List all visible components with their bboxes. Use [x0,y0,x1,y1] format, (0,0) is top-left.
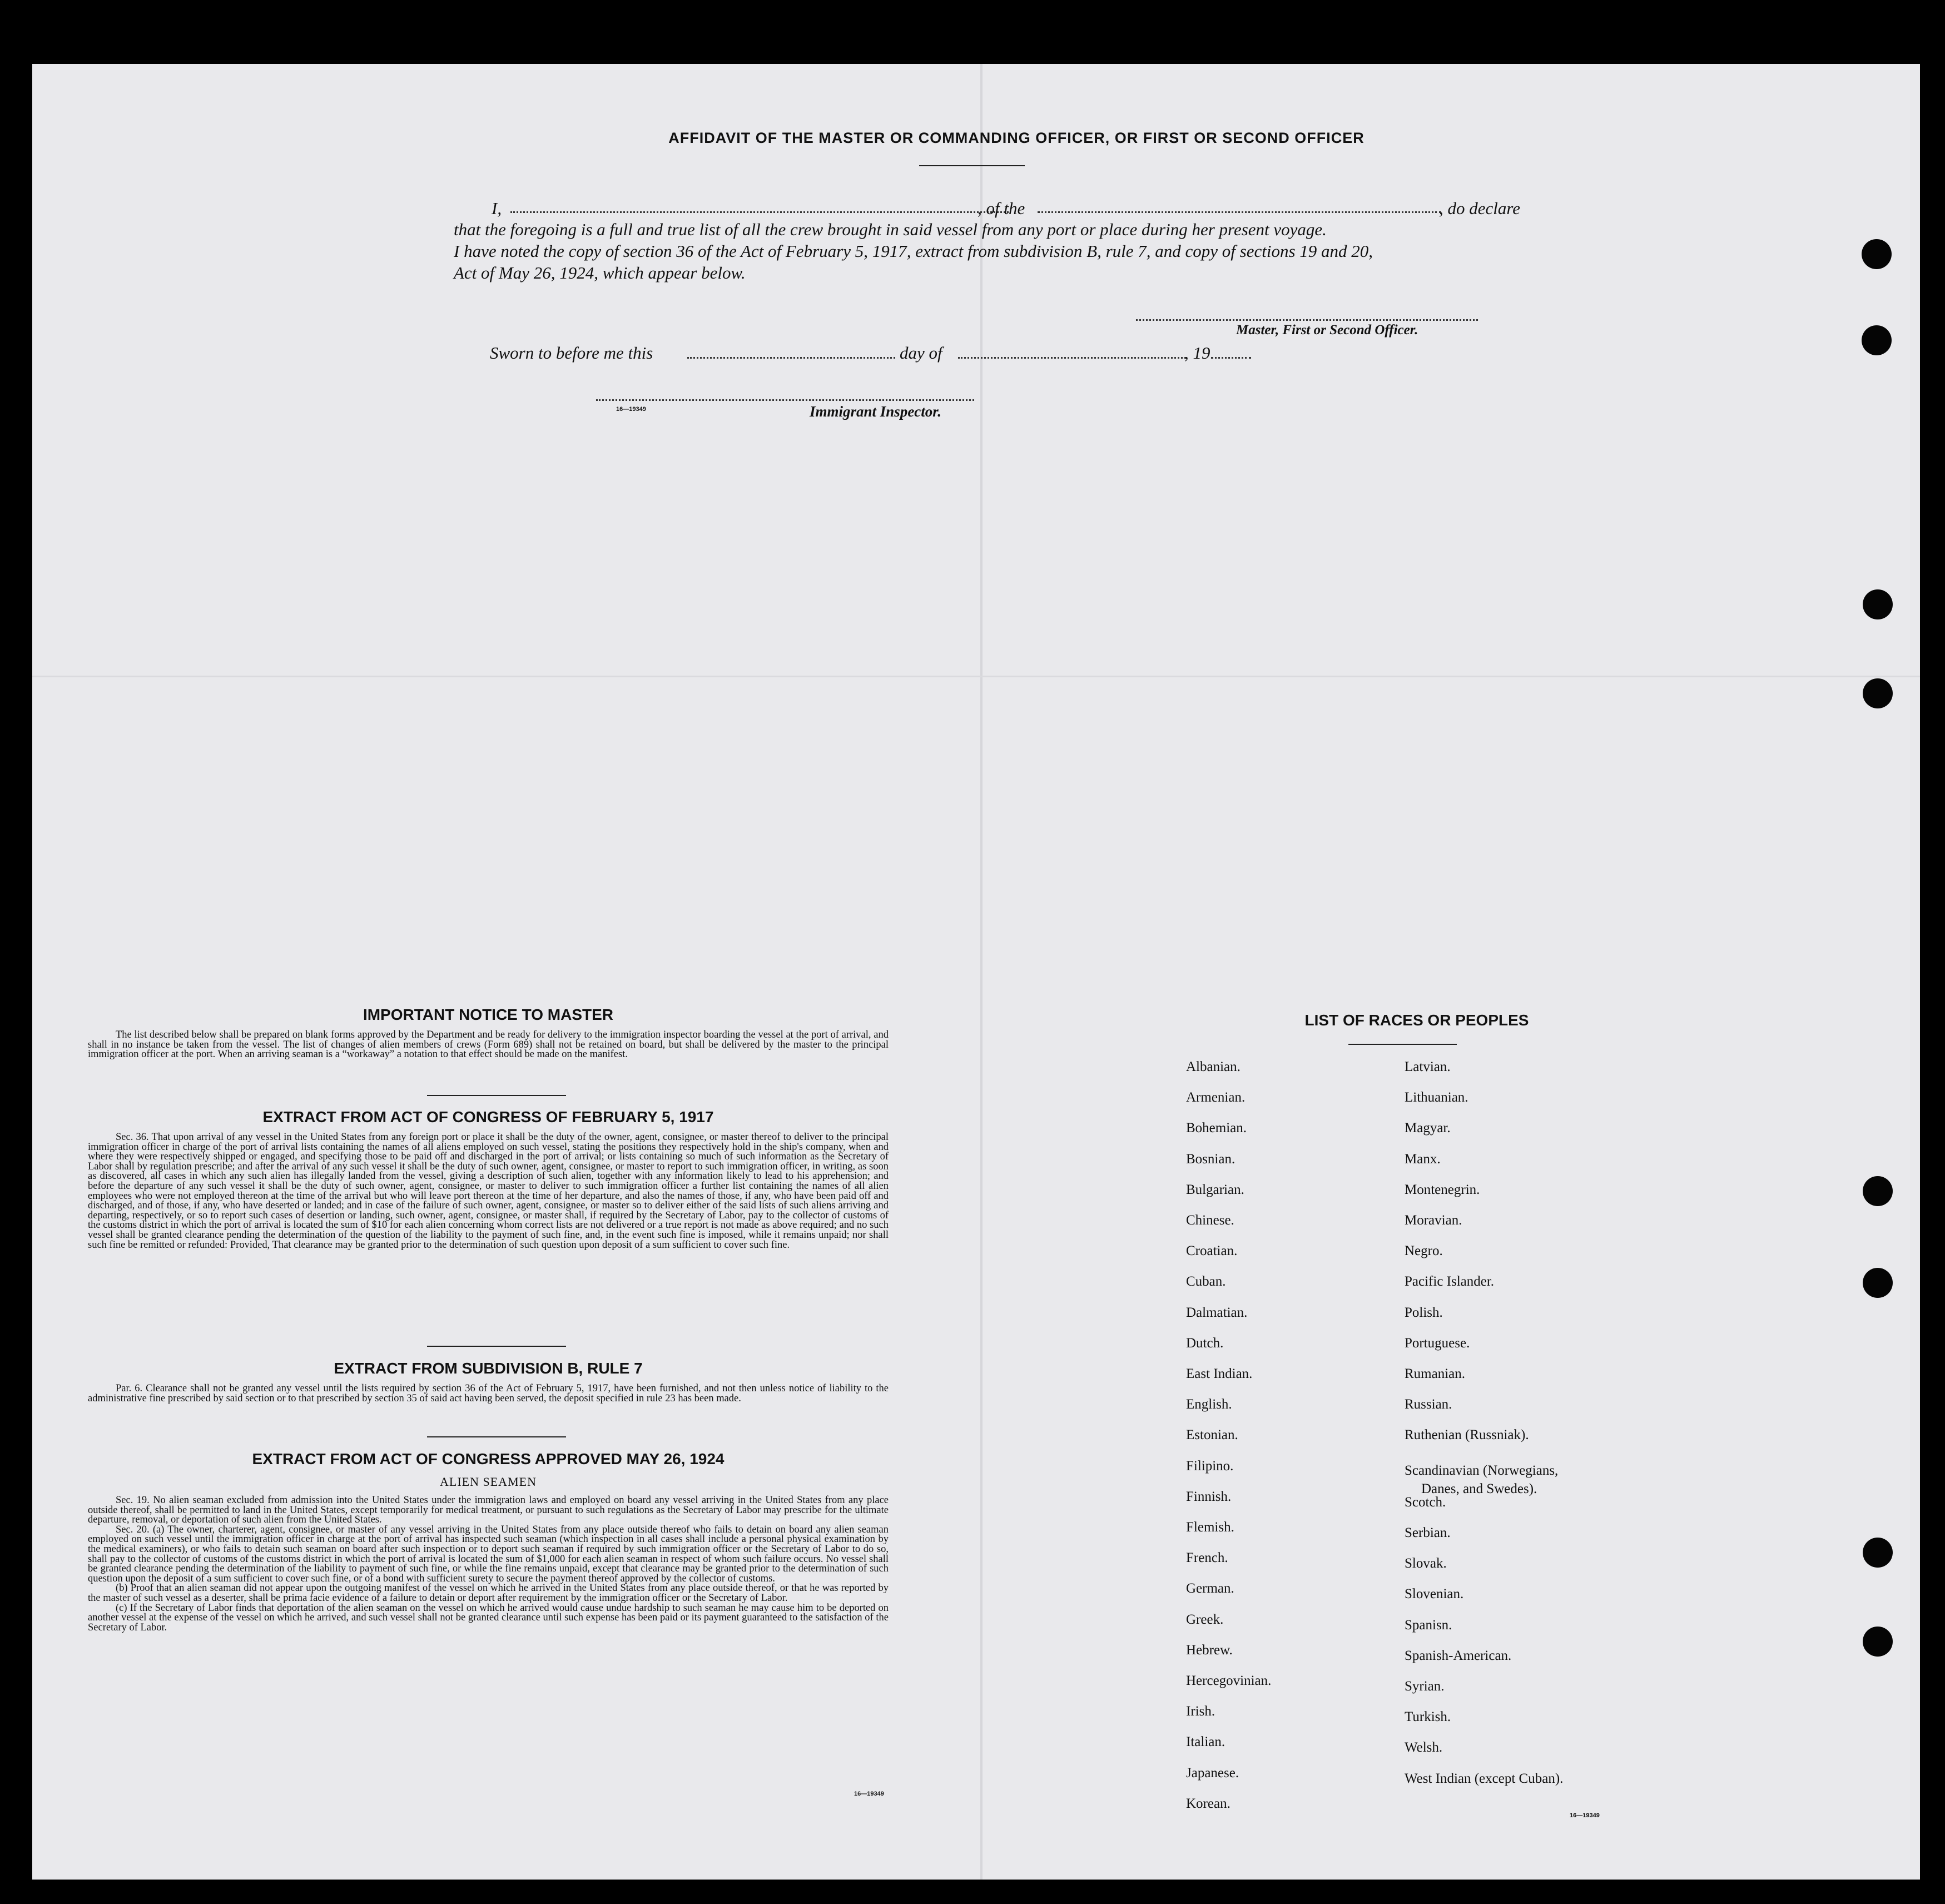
race-item: Negro. [1405,1243,1443,1259]
extract-1917-divider [427,1346,566,1347]
race-item: English. [1186,1397,1232,1412]
extract-1917-title: EXTRACT FROM ACT OF CONGRESS OF FEBRUARY 5, 1917 [262,1108,714,1125]
paragraph-6: Par. 6. Clearance shall not be granted any vessel until the lists required by section 36 of the Act of February 5, 1917, have been furnished, and not then unless notice of liability to the administrative fine prescribed by said section or to that prescribed by section 35 of said act having been served, the deposit specified in rule 23 has been made. [88,1383,889,1404]
race-item: Ruthenian (Russniak). [1405,1427,1529,1443]
race-item: Croatian. [1186,1243,1238,1259]
rule-7-title: EXTRACT FROM SUBDIVISION B, RULE 7 [334,1360,643,1377]
affidavit-line3: I have noted the copy of section 36 of the Act of February 5, 1917, extract from subdivision B, rule 7, and copy of sections 19 and 20, [454,241,1373,261]
race-item: Dutch. [1186,1335,1224,1351]
race-item: Armenian. [1186,1090,1246,1105]
race-item: Montenegrin. [1405,1182,1480,1197]
race-item: Portuguese. [1405,1335,1470,1351]
race-item: Manx. [1405,1151,1441,1167]
affidavit-line1-end: , do declare [1439,199,1521,218]
race-item: Polish. [1405,1305,1443,1320]
affidavit-line4: Act of May 26, 1924, which appear below. [454,263,746,282]
race-item: Moravian. [1405,1213,1462,1228]
race-item: Bohemian. [1186,1120,1247,1136]
race-item: Spanish-American. [1405,1648,1512,1663]
affidavit-title: AFFIDAVIT OF THE MASTER OR COMMANDING OFFICER, OR FIRST OR SECOND OFFICER [668,130,1365,146]
race-item: French. [1186,1550,1228,1566]
extract-1924-body [88,1496,889,1633]
punch-hole-5 [1863,1176,1893,1206]
inspector-signature-label: Immigrant Inspector. [810,403,942,420]
section-19-paragraph: Sec. 19. No alien seaman excluded from admission into the United States under the immigration laws and employed on board any vessel arriving in the United States from any place outside thereof, shall be permitted to land in the United States, except temporarily for medical treatment, or pursuant to such regulations as the Secretary of Labor may prescribe for the ultimate departure, removal, or deportation of such alien from the United States. [88,1495,889,1526]
race-item: Scotch. [1405,1494,1446,1510]
punch-hole-7 [1863,1538,1893,1568]
document-page [32,64,1920,1880]
officer-name-field[interactable] [510,211,1009,213]
race-item: Estonian. [1186,1427,1238,1443]
race-item: Serbian. [1405,1525,1451,1540]
notice-divider [427,1095,566,1096]
affidavit-form-number: 16—19349 [616,406,646,413]
race-item: East Indian. [1186,1366,1253,1381]
race-item: Lithuanian. [1405,1090,1468,1105]
punch-hole-4 [1863,678,1893,708]
extract-1917-body [88,1133,889,1250]
race-item: Latvian. [1405,1059,1451,1074]
race-item: Cuban. [1186,1274,1226,1290]
notice-body [88,1030,889,1060]
race-item: Welsh. [1405,1740,1443,1756]
rule-7-divider [427,1436,566,1437]
section-20a-paragraph: Sec. 20. (a) The owner, charterer, agent, consignee, or master of any vessel arriving in the United States from any place outside thereof who fails to detain on board any alien seaman employed on such vessel until the immigration officer in charge at the port of arrival has inspected such seaman (which inspection in all cases shall include a personal physical examination by the medical examiners), or who fails to detain such seaman on board after such inspection or to deport such seaman if required by such immigration officer or the Secretary of Labor to do so, shall pay to the collector of customs of the customs district in which the port of arrival is located the sum of $1,000 for each alien seaman in respect of whom such failure occurs. No vessel shall be granted clearance pending the determination of the liability to payment of such fine, or while the fine remains unpaid, except that clearance may be granted prior to the determination of such question upon the deposit of a sum sufficient to cover such fine, or of a bond with sufficient surety to secure the payment thereof approved by the collector of customs. [88,1524,889,1584]
extract-form-number: 16—19349 [854,1791,884,1797]
vessel-name-field[interactable] [1038,211,1441,213]
notice-title: IMPORTANT NOTICE TO MASTER [363,1006,614,1023]
affidavit-line2: that the foregoing is a full and true list of all the crew brought in said vessel from any port or place during her present voyage. [454,220,1327,239]
sworn-month-field[interactable] [958,357,1186,359]
punch-hole-6 [1863,1268,1893,1298]
sworn-text-mid: day of [900,343,942,363]
race-item: Japanese. [1186,1765,1239,1781]
vertical-fold-line [980,64,983,1880]
race-item: Slovak. [1405,1556,1447,1571]
race-item: Turkish. [1405,1709,1451,1725]
sworn-text-start: Sworn to before me this [490,343,653,363]
races-title-rule [1348,1044,1457,1045]
races-form-number: 16—19349 [1570,1812,1600,1819]
race-item: Chinese. [1186,1213,1234,1228]
race-item: Dalmatian. [1186,1305,1248,1320]
affidavit-title-rule [919,165,1025,166]
punch-hole-8 [1863,1627,1893,1657]
race-item: Pacific Islander. [1405,1274,1495,1290]
race-item: German. [1186,1581,1234,1596]
master-signature-label: Master, First or Second Officer. [1236,323,1418,338]
race-item: Scandinavian (Norwegians, [1405,1462,1559,1478]
race-item: Irish. [1186,1704,1215,1719]
race-item: Magyar. [1405,1120,1451,1136]
inspector-signature-field[interactable] [596,399,974,401]
race-item: Syrian. [1405,1679,1445,1694]
section-20c-paragraph: (c) If the Secretary of Labor finds that deportation of the alien seaman on the vessel on which he arrived would cause undue hardship to such seaman he may cause him to be deported on another vessel at the expense of the vessel on which he arrived, and such vessel shall not be granted clearance until such expense has been paid or its payment guaranteed to the satisfaction of the Secretary of Labor. [88,1602,889,1633]
race-item: Italian. [1186,1734,1225,1750]
race-item: Bosnian. [1186,1151,1236,1167]
race-item: Hebrew. [1186,1642,1233,1658]
extract-1924-title: EXTRACT FROM ACT OF CONGRESS APPROVED MAY 26, 1924 [252,1450,725,1467]
race-item: Albanian. [1186,1059,1241,1074]
alien-seamen-subtitle: ALIEN SEAMEN [440,1475,537,1489]
affidavit-line1-mid: , of the [978,199,1025,218]
section-36-paragraph: Sec. 36. That upon arrival of any vessel in the United States from any foreign port or place it shall be the duty of the owner, agent, consignee, or master thereof to deliver to the principal immigration officer in charge of the port of arrival lists containing the names of all aliens employed on such vessel, stating the positions they respectively hold in the ship's company, when and where they were respectively shipped or engaged, and specifying those to be paid off and discharged in the port of arrival; or lists containing so much of such information as the Secretary of Labor shall by regulation prescribe; and after the arrival of any such vessel it shall be the duty of such owner, agent, consignee, or master to report to such immigration officer, in writing, as soon as discovered, all cases in which any such alien has illegally landed from the vessel, giving a description of such alien, together with any information likely to lead to his apprehension; and before the departure of any such vessel it shall be the duty of such owner, agent, consignee, or master to deliver to such immigration officer a further list containing the names of all alien employees who were not employed thereon at the time of the arrival but who will leave port thereon at the time of her departure, and also the names of those, if any, who have been paid off and discharged, and of those, if any, who have deserted or landed; and in case of the failure of such owner, agent, consignee, or master so to deliver either of the said lists of such aliens arriving and departing, respectively, or so to report such cases of desertion or landing, such owner, agent, consignee, or master shall, if required by the Secretary of Labor, pay to the collector of customs of the customs district in which the port of arrival is located the sum of $10 for each alien concerning whom correct lists are not delivered or a true report is not made as above required; and no such vessel shall be granted clearance pending the determination of the question of the liability to the payment of such fine, and, in the event such fine is imposed, while it remains unpaid; nor shall such fine be remitted or refunded: Provided, That clearance may be granted prior to the determination of such question upon deposit of a sum sufficient to cover such fine. [88,1132,889,1251]
sworn-year-field[interactable] [1211,357,1251,359]
race-item: Danes, and Swedes). [1421,1481,1537,1496]
race-item: Spanisn. [1405,1617,1452,1633]
race-item: Hercegovinian. [1186,1673,1272,1688]
punch-hole-1 [1862,239,1892,269]
race-item: Slovenian. [1405,1586,1464,1602]
races-title: LIST OF RACES OR PEOPLES [1304,1012,1529,1029]
race-item: Greek. [1186,1612,1224,1627]
master-signature-field[interactable] [1136,319,1478,321]
sworn-day-field[interactable] [687,357,895,359]
race-item: Russian. [1405,1397,1452,1412]
race-item: Flemish. [1186,1520,1234,1535]
race-item: Finnish. [1186,1489,1232,1504]
sworn-text-end: , 19 [1184,343,1210,363]
punch-hole-3 [1863,589,1893,619]
race-item: Filipino. [1186,1458,1234,1474]
section-20b-paragraph: (b) Proof that an alien seaman did not appear upon the outgoing manifest of the vessel on which he arrived in the United States from any place outside thereof, or that he was reported by the master of such vessel as a deserter, shall be prima facie evidence of a failure to detain or deport after requirement by the immigration officer or the Secretary of Labor. [88,1583,889,1604]
rule-7-body [88,1384,889,1404]
affidavit-line1-start: I, [492,199,502,218]
race-item: West Indian (except Cuban). [1405,1771,1564,1786]
race-item: Korean. [1186,1796,1230,1811]
race-item: Bulgarian. [1186,1182,1244,1197]
race-item: Rumanian. [1405,1366,1466,1381]
notice-paragraph: The list described below shall be prepared on blank forms approved by the Department and be ready for delivery to the immigration inspector boarding the vessel at the port of arrival, and shall in no instance be taken from the vessel. The list of changes of alien members of crews (Form 689) shall not be retained on board, but shall be delivered by the master to the principal immigration officer at the port. When an arriving seaman is a “workaway” a notation to that effect should be made on the manifest. [88,1029,889,1060]
horizontal-fold-line [32,676,1920,677]
punch-hole-2 [1862,325,1892,355]
